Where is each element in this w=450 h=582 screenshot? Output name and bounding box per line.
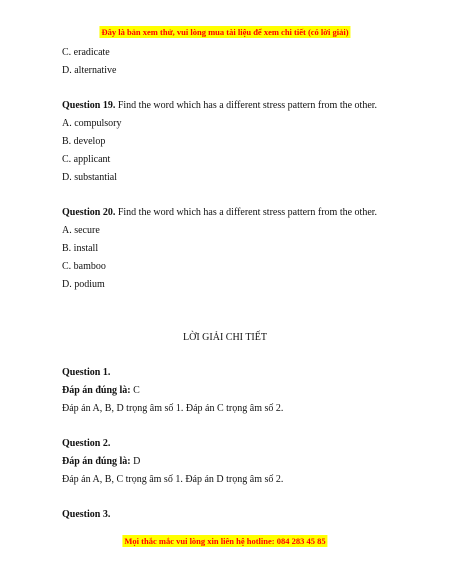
q20-option-b: B. install xyxy=(62,243,99,254)
sol1-answer xyxy=(62,384,140,398)
q18-option-d: D. alternative xyxy=(62,65,117,76)
solutions-heading: LỜI GIẢI CHI TIẾT xyxy=(183,332,267,343)
q20-label: Question 20. xyxy=(62,207,116,218)
hotline-notice-banner: Mọi thắc mắc vui lòng xin liên hệ hotline: 084 283 45 85 xyxy=(124,536,326,546)
q19-prompt xyxy=(62,99,377,113)
q19-label: Question 19. xyxy=(62,100,116,111)
q20-option-d: D. podium xyxy=(62,279,105,290)
q20-text: Find the word which has a different stress pattern from the other. xyxy=(117,207,378,218)
q19-option-c: C. applicant xyxy=(62,154,111,165)
q18-option-c: C. eradicate xyxy=(62,47,110,58)
q20-option-a: A. secure xyxy=(62,225,100,236)
sol2-answer-value: D xyxy=(133,456,141,467)
sol2-answer xyxy=(62,455,140,469)
sol2-explanation: Đáp án A, B, C trọng âm số 1. Đáp án D trọng âm số 2. xyxy=(62,474,284,485)
preview-notice-banner: Đây là bản xem thử, vui lòng mua tài liệu để xem chi tiết (có lời giải) xyxy=(101,27,349,37)
q20-option-c: C. bamboo xyxy=(62,261,106,272)
sol1-label: Question 1. xyxy=(62,367,111,378)
q20-prompt xyxy=(62,206,377,220)
sol2-label: Question 2. xyxy=(62,438,111,449)
sol1-explanation: Đáp án A, B, D trọng âm số 1. Đáp án C trọng âm số 2. xyxy=(62,403,284,414)
q19-option-b: B. develop xyxy=(62,136,106,147)
sol1-answer-label: Đáp án đúng là: xyxy=(62,385,131,396)
sol1-answer-value: C xyxy=(133,385,140,396)
sol2-answer-label: Đáp án đúng là: xyxy=(62,456,131,467)
sol3-label: Question 3. xyxy=(62,509,111,520)
q19-option-d: D. substantial xyxy=(62,172,117,183)
q19-text: Find the word which has a different stress pattern from the other. xyxy=(117,100,378,111)
q19-option-a: A. compulsory xyxy=(62,118,122,129)
